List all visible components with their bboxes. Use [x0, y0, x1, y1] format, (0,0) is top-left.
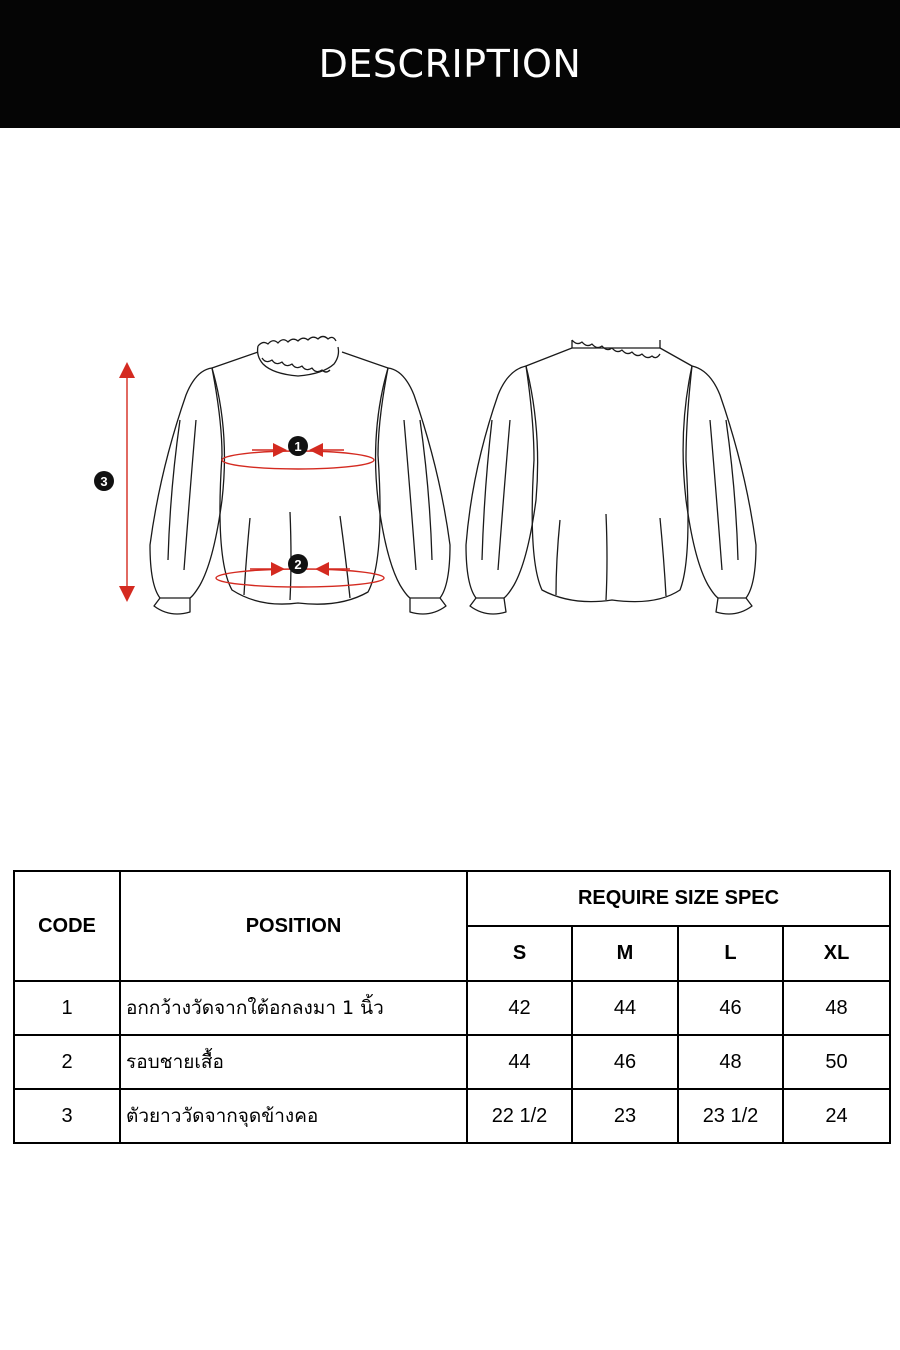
row-value-s: 22 1/2 [467, 1089, 572, 1143]
measurement-overlays [119, 362, 384, 602]
marker-1 [288, 436, 308, 456]
table-row [14, 1035, 890, 1089]
back-view [466, 340, 756, 614]
row-position: ตัวยาววัดจากจุดข้างคอ [120, 1089, 467, 1143]
row-value-xl: 50 [783, 1035, 890, 1089]
row-value-s: 42 [467, 981, 572, 1035]
size-spec-table [13, 870, 891, 1144]
row-value-m: 23 [572, 1089, 678, 1143]
code-header: CODE [14, 871, 120, 981]
row-value-xl: 24 [783, 1089, 890, 1143]
svg-text:3: 3 [100, 474, 108, 489]
row-value-s: 44 [467, 1035, 572, 1089]
row-value-xl: 48 [783, 981, 890, 1035]
row-code: 1 [14, 981, 120, 1035]
page-title: DESCRIPTION [318, 42, 582, 86]
row-value-l: 23 1/2 [678, 1089, 783, 1143]
spec-header: REQUIRE SIZE SPEC [467, 871, 890, 926]
row-value-l: 48 [678, 1035, 783, 1089]
size-header-l: L [678, 926, 783, 981]
size-header-m: M [572, 926, 678, 981]
svg-text:2: 2 [294, 557, 302, 572]
row-value-m: 46 [572, 1035, 678, 1089]
svg-text:1: 1 [294, 439, 302, 454]
position-header: POSITION [120, 871, 467, 981]
table-row [14, 1089, 890, 1143]
size-header-xl: XL [783, 926, 890, 981]
garment-illustration [0, 300, 900, 640]
header-bar [0, 0, 900, 128]
row-code: 2 [14, 1035, 120, 1089]
size-header-s: S [467, 926, 572, 981]
row-code: 3 [14, 1089, 120, 1143]
marker-2 [288, 554, 308, 574]
row-position: รอบชายเสื้อ [120, 1035, 467, 1089]
row-value-l: 46 [678, 981, 783, 1035]
row-value-m: 44 [572, 981, 678, 1035]
table-row [14, 981, 890, 1035]
marker-3 [94, 471, 114, 491]
row-position: อกกว้างวัดจากใต้อกลงมา 1 นิ้ว [120, 981, 467, 1035]
